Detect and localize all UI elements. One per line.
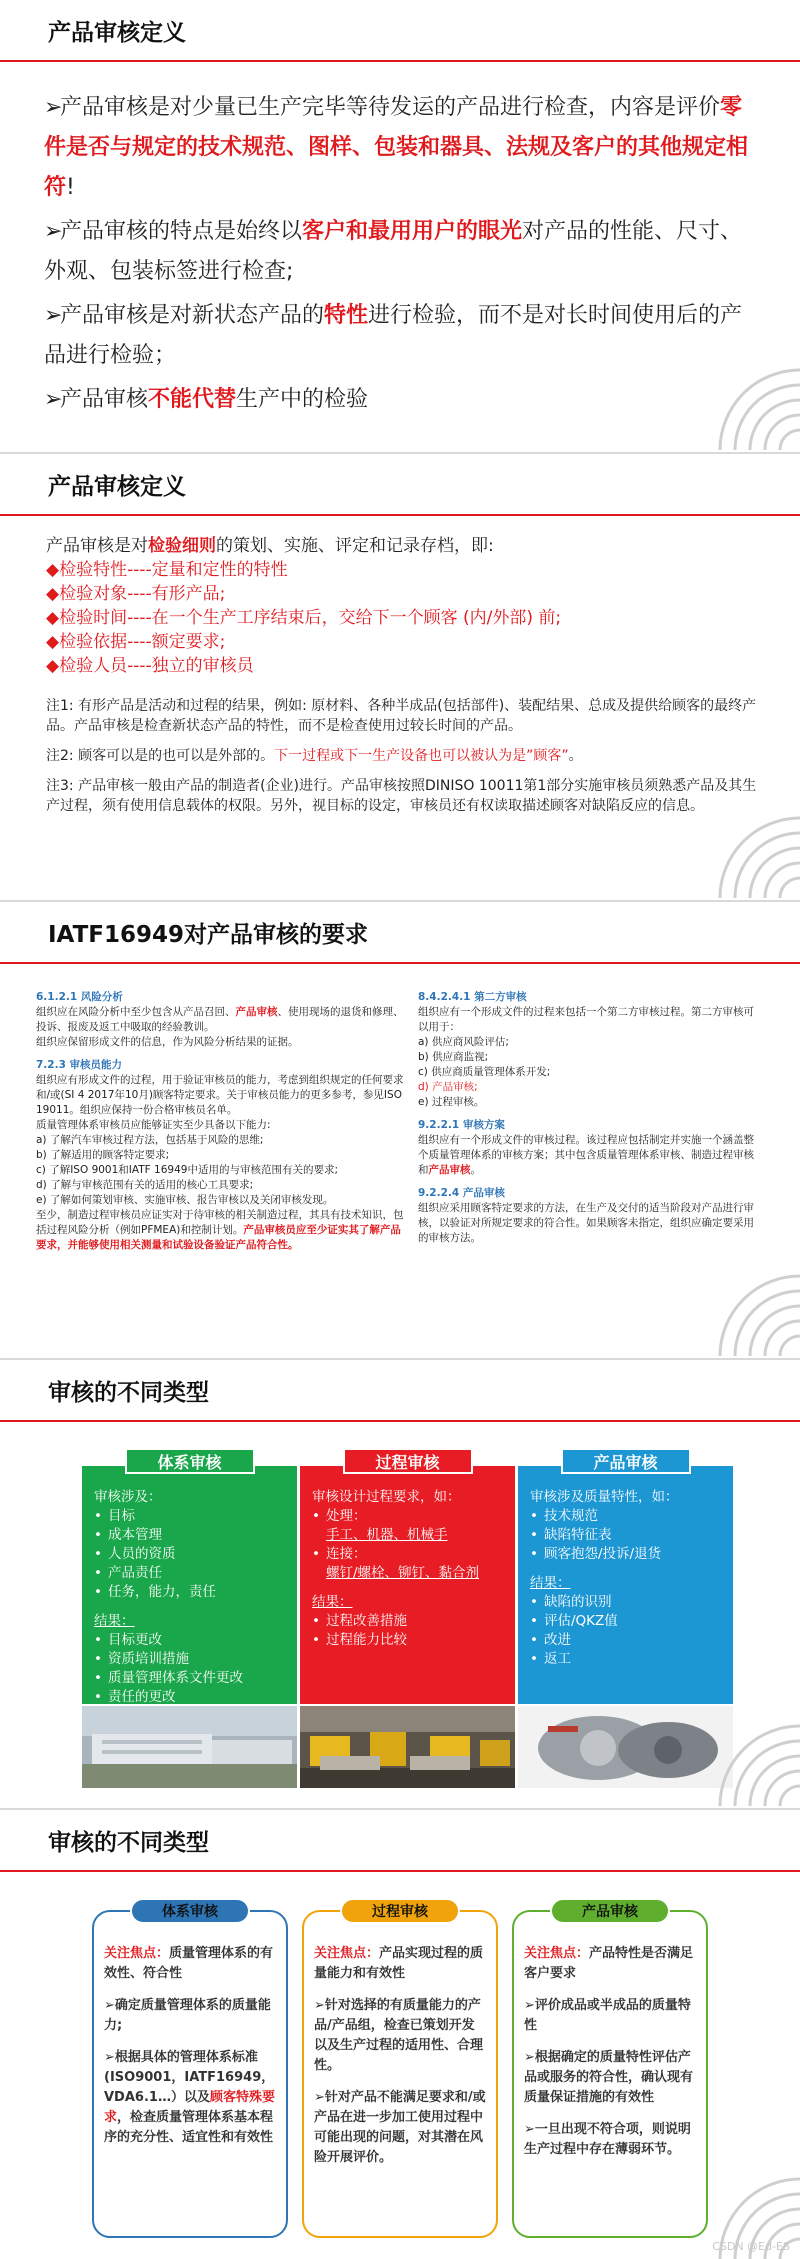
bullet-item bbox=[44, 212, 764, 292]
panel-point: ➢一旦出现不符合项，则说明生产过程中存在薄弱环节。 bbox=[524, 2122, 691, 2157]
focus-line bbox=[524, 1944, 696, 1984]
result-items bbox=[312, 1612, 507, 1650]
slide-title: IATF16949对产品审核的要求 bbox=[48, 922, 368, 948]
slide-title: 产品审核定义 bbox=[48, 474, 186, 500]
inspection-item: ◆检验特性----定量和定性的特性 bbox=[46, 560, 288, 580]
panel-highlight: 顾客特殊要求 bbox=[104, 2090, 275, 2125]
clause-list-item: d) 产品审核; bbox=[418, 1081, 478, 1093]
bullet-text: 产品审核 bbox=[60, 387, 149, 412]
clause-text-part: 至少，制造过程审核员应证实对于待审核的相关制造过程，其具有技术知识，包括过程风险分析（例如PFMEA)和控制计划。 bbox=[36, 1209, 404, 1236]
audit-items bbox=[312, 1545, 507, 1564]
slide-body bbox=[46, 534, 766, 816]
focus-line bbox=[104, 1944, 276, 1984]
clause-text-part: 。 bbox=[470, 1164, 481, 1176]
box-heading: 审核涉及质量特性，如： bbox=[530, 1489, 679, 1505]
slide-product-audit-definition-1 bbox=[0, 0, 800, 450]
clause-highlight: 产品审核 bbox=[235, 1006, 278, 1018]
bullet-item bbox=[44, 380, 764, 420]
inspection-items bbox=[46, 558, 766, 678]
result-heading: 结果： bbox=[94, 1613, 135, 1629]
result-item: • 返工 bbox=[530, 1650, 725, 1669]
clause-list-item: c) 了解ISO 9001和IATF 16949中适用的与审核范围有关的要求; bbox=[36, 1164, 338, 1176]
audit-item: • 缺陷特征表 bbox=[530, 1526, 725, 1545]
audit-item: • 人员的资质 bbox=[94, 1545, 289, 1564]
slide-header bbox=[0, 902, 800, 964]
slide-title: 审核的不同类型 bbox=[48, 1830, 209, 1856]
product-audit-tab: 产品审核 bbox=[550, 1898, 670, 1924]
slide-header bbox=[0, 0, 800, 62]
slide-header bbox=[0, 454, 800, 516]
audit-item-detail: 螺钉/螺栓、铆钉、黏合剂 bbox=[326, 1565, 480, 1581]
note-1: 注1: 有形产品是活动和过程的结果，例如: 原材料、各种半成品(包括部件)、装配结果、总成及提供给顾客的最终产品。产品审核是检查新状态产品的特性，而不是检查使用过较长时间的产品。 bbox=[46, 698, 757, 734]
audit-item: • 顾客抱怨/投诉/退货 bbox=[530, 1545, 725, 1564]
slide-iatf-requirements bbox=[0, 900, 800, 1356]
clause-highlight: 产品审核 bbox=[428, 1164, 471, 1176]
bullet-text: 产品审核是对少量已生产完毕等待发运的产品进行检查，内容是评价 bbox=[60, 95, 721, 120]
clause-list-item: e) 了解如何策划审核、实施审核、报告审核以及关闭审核发现。 bbox=[36, 1194, 334, 1206]
inspection-item: ◆检验人员----独立的审核员 bbox=[46, 656, 254, 676]
result-item: • 过程能力比较 bbox=[312, 1631, 507, 1650]
system-audit-panel bbox=[92, 1904, 288, 2238]
watermark: CSDN @Ed-ES bbox=[712, 2240, 790, 2253]
bullet-highlight: 零件是否与规定的技术规范、图样、包装和器具、法规及客户的其他规定相符 bbox=[44, 95, 749, 200]
inspection-item: ◆检验对象----有形产品; bbox=[46, 584, 226, 604]
audit-item: • 产品责任 bbox=[94, 1564, 289, 1583]
product-audit-panel bbox=[512, 1904, 708, 2238]
process-audit-column bbox=[300, 1448, 515, 1788]
arrow-bullet-icon: ➢ bbox=[44, 219, 63, 244]
intro-highlight: 检验细则 bbox=[148, 536, 216, 556]
clause-text: 组织应采用顾客特定要求的方法，在生产及交付的适当阶段对产品进行审核，以验证对所规定要求的符合性。如果顾客未指定，组织应确定要采用的审核方法。 bbox=[418, 1202, 754, 1244]
bullet-text: 对产品的性能、尺寸、外观、包装标签进行检查; bbox=[44, 219, 743, 284]
clause-text-part: 组织应在风险分析中至少包含从产品召回、 bbox=[36, 1006, 236, 1018]
audit-item: • 目标 bbox=[94, 1507, 289, 1526]
panel-point: ➢评价成品或半成品的质量特性 bbox=[524, 1998, 691, 2033]
slide-title: 产品审核定义 bbox=[48, 20, 186, 46]
audit-item: • 技术规范 bbox=[530, 1507, 725, 1526]
bullet-item bbox=[44, 296, 764, 376]
result-item: • 过程改善措施 bbox=[312, 1612, 507, 1631]
panel-text: ，检查质量管理体系基本程序的充分性、适宜性和有效性 bbox=[104, 2110, 274, 2145]
audit-items bbox=[312, 1507, 507, 1526]
clause-list-item: e) 过程审核。 bbox=[418, 1096, 485, 1108]
slide-audit-types-2 bbox=[0, 1808, 800, 2259]
decorative-circles-icon bbox=[710, 360, 800, 450]
bullet-text: 生产中的检验 bbox=[236, 387, 369, 412]
result-item: • 缺陷的识别 bbox=[530, 1593, 725, 1612]
clause-text: 组织应有形成文件的过程，用于验证审核员的能力，考虑到组织规定的任何要求和/或(SI 4 2017年10月)顾客特定要求。关于审核员能力的更多参考，参见ISO 19011。组织应保持一份合格审核员名单。 bbox=[36, 1074, 404, 1116]
box-heading: 审核设计过程要求，如： bbox=[312, 1489, 461, 1505]
clause-heading: 7.2.3 审核员能力 bbox=[36, 1059, 123, 1071]
system-audit-box bbox=[82, 1466, 297, 1704]
focus-text: 质量管理体系的有效性、符合性 bbox=[104, 1946, 274, 1981]
clause-text bbox=[36, 1208, 404, 1253]
decorative-circles-icon bbox=[710, 808, 800, 898]
inspection-item: ◆检验依据----额定要求; bbox=[46, 632, 226, 652]
clause-list-item: c) 供应商质量管理体系开发; bbox=[418, 1066, 551, 1078]
clause-heading: 6.1.2.1 风险分析 bbox=[36, 991, 123, 1003]
intro-line bbox=[46, 534, 766, 558]
result-item: • 质量管理体系文件更改 bbox=[94, 1669, 289, 1688]
audit-items bbox=[530, 1507, 725, 1564]
bullet-highlight: 特性 bbox=[324, 303, 369, 328]
result-item: • 改进 bbox=[530, 1631, 725, 1650]
clause-list-item: a) 了解汽车审核过程方法，包括基于风险的思维; bbox=[36, 1134, 264, 1146]
result-items bbox=[530, 1593, 725, 1669]
intro-text: 的策划、实施、评定和记录存档，即: bbox=[216, 536, 494, 556]
bullet-list bbox=[44, 88, 764, 424]
intro-text: 产品审核是对 bbox=[46, 536, 148, 556]
focus-label: 关注焦点： bbox=[104, 1946, 170, 1961]
bullet-item bbox=[44, 88, 764, 208]
focus-label: 关注焦点： bbox=[524, 1946, 590, 1961]
clause-heading: 9.2.2.1 审核方案 bbox=[418, 1119, 505, 1131]
result-item: • 资质培训措施 bbox=[94, 1650, 289, 1669]
clause-text: 质量管理体系审核员应能够证实至少具备以下能力: bbox=[36, 1119, 271, 1131]
decorative-circles-icon bbox=[710, 1266, 800, 1356]
process-audit-panel bbox=[302, 1904, 498, 2238]
focus-text: 产品实现过程的质量能力和有效性 bbox=[314, 1946, 484, 1981]
note-2 bbox=[46, 746, 766, 766]
system-audit-column bbox=[82, 1448, 297, 1788]
box-heading: 审核涉及： bbox=[94, 1489, 162, 1505]
product-audit-column bbox=[518, 1448, 733, 1788]
clause-list-item: d) 了解与审核范围有关的适用的核心工具要求; bbox=[36, 1179, 254, 1191]
panel-point: ➢针对选择的有质量能力的产品/产品组，检查已策划开发以及生产过程的适用性、合理性。 bbox=[314, 1998, 484, 2073]
system-audit-tab: 体系审核 bbox=[130, 1898, 250, 1924]
inspection-item: ◆检验时间----在一个生产工序结束后，交给下一个顾客 (内/外部) 前; bbox=[46, 608, 562, 628]
product-audit-box bbox=[518, 1466, 733, 1704]
result-heading: 结果： bbox=[312, 1594, 353, 1610]
audit-item-detail: 手工、机器、机械手 bbox=[326, 1527, 448, 1543]
panel-point: ➢针对产品不能满足要求和/或产品在进一步加工使用过程中可能出现的问题，对其潜在风险开展评价。 bbox=[314, 2090, 486, 2165]
result-item: • 评估/QKZ值 bbox=[530, 1612, 725, 1631]
clause-heading: 9.2.2.4 产品审核 bbox=[418, 1187, 505, 1199]
product-audit-tab: 产品审核 bbox=[561, 1448, 691, 1474]
panel-point: ➢根据确定的质量特性评估产品或服务的符合性，确认现有质量保证措施的有效性 bbox=[524, 2050, 694, 2105]
process-audit-box bbox=[300, 1466, 515, 1704]
audit-item: • 任务，能力，责任 bbox=[94, 1583, 289, 1602]
transmission-part-image bbox=[518, 1706, 733, 1788]
slide-header bbox=[0, 1810, 800, 1872]
clause-text: 组织应保留形成文件的信息，作为风险分析结果的证据。 bbox=[36, 1036, 299, 1048]
clause-text-part: 组织应有一个形成文件的审核过程。该过程应包括制定并实施一个涵盖整个质量管理体系的审核方案；其中包含质量管理体系审核、制造过程审核和 bbox=[418, 1134, 754, 1176]
focus-line bbox=[314, 1944, 486, 1984]
clause-list-item: a) 供应商风险评估; bbox=[418, 1036, 509, 1048]
arrow-bullet-icon: ➢ bbox=[44, 303, 63, 328]
requirements-left-column bbox=[36, 990, 404, 1253]
clause-text bbox=[36, 1005, 404, 1035]
slide-header bbox=[0, 1360, 800, 1422]
panel-text: ➢根据具体的管理体系标准(ISO9001，IATF16949，VDA6.1…）以及 bbox=[104, 2050, 275, 2105]
audit-item: • 成本管理 bbox=[94, 1526, 289, 1545]
panel-point bbox=[104, 2048, 276, 2148]
slide-title: 审核的不同类型 bbox=[48, 1380, 209, 1406]
bullet-highlight: 客户和最用用户的眼光 bbox=[302, 219, 523, 244]
clause-highlight: 产品审核员应至少证实其了解产品要求，并能够使用相关测量和试验设备验证产品符合性。 bbox=[36, 1224, 401, 1251]
panel-point: ➢确定质量管理体系的质量能力; bbox=[104, 1998, 271, 2033]
process-audit-tab: 过程审核 bbox=[340, 1898, 460, 1924]
clause-heading: 8.4.2.4.1 第二方审核 bbox=[418, 991, 527, 1003]
note-text: 。 bbox=[568, 748, 583, 764]
requirements-right-column bbox=[418, 990, 758, 1246]
clause-list-item: b) 供应商监视; bbox=[418, 1051, 489, 1063]
focus-text: 产品特性是否满足客户要求 bbox=[524, 1946, 694, 1981]
slide-audit-types-1 bbox=[0, 1358, 800, 1806]
result-item: • 责任的更改 bbox=[94, 1688, 289, 1707]
audit-items bbox=[94, 1507, 289, 1602]
clause-list-item: b) 了解适用的顾客特定要求; bbox=[36, 1149, 170, 1161]
factory-aerial-image bbox=[82, 1706, 297, 1788]
arrow-bullet-icon: ➢ bbox=[44, 95, 63, 120]
assembly-line-image bbox=[300, 1706, 515, 1788]
bullet-text: 产品审核的特点是始终以 bbox=[60, 219, 303, 244]
clause-text bbox=[418, 1133, 758, 1178]
slide-product-audit-definition-2 bbox=[0, 452, 800, 898]
bullet-text: 进行检验，而不是对长时间使用后的产品进行检验； bbox=[44, 303, 743, 368]
note-highlight: 下一过程或下一生产设备也可以被认为是”顾客” bbox=[274, 748, 569, 764]
system-audit-tab: 体系审核 bbox=[125, 1448, 255, 1474]
focus-label: 关注焦点： bbox=[314, 1946, 380, 1961]
result-heading: 结果： bbox=[530, 1575, 571, 1591]
arrow-bullet-icon: ➢ bbox=[44, 387, 63, 412]
clause-text-part: 、使用现场的退货和修理、投诉、报废及返工中吸取的经验教训。 bbox=[36, 1006, 404, 1033]
note-text: 注2: 顾客可以是的也可以是外部的。 bbox=[46, 748, 275, 764]
process-audit-tab: 过程审核 bbox=[343, 1448, 473, 1474]
audit-item: • 处理： bbox=[312, 1507, 507, 1526]
result-items bbox=[94, 1631, 289, 1707]
note-3: 注3: 产品审核一般由产品的制造者(企业)进行。产品审核按照DINISO 10011第1部分实施审核员须熟悉产品及其生产过程，须有使用信息载体的权限。另外，视目标的设定，审核员还有权读取描述顾客对缺陷反应的信息。 bbox=[46, 778, 757, 814]
audit-item: • 连接： bbox=[312, 1545, 507, 1564]
bullet-text: 产品审核是对新状态产品的 bbox=[60, 303, 325, 328]
clause-text: 组织应有一个形成文件的过程来包括一个第二方审核过程。第二方审核可以用于： bbox=[418, 1006, 754, 1033]
result-item: • 目标更改 bbox=[94, 1631, 289, 1650]
decorative-circles-icon bbox=[710, 1716, 800, 1806]
bullet-highlight: 不能代替 bbox=[148, 387, 237, 412]
bullet-text: ! bbox=[66, 175, 75, 200]
